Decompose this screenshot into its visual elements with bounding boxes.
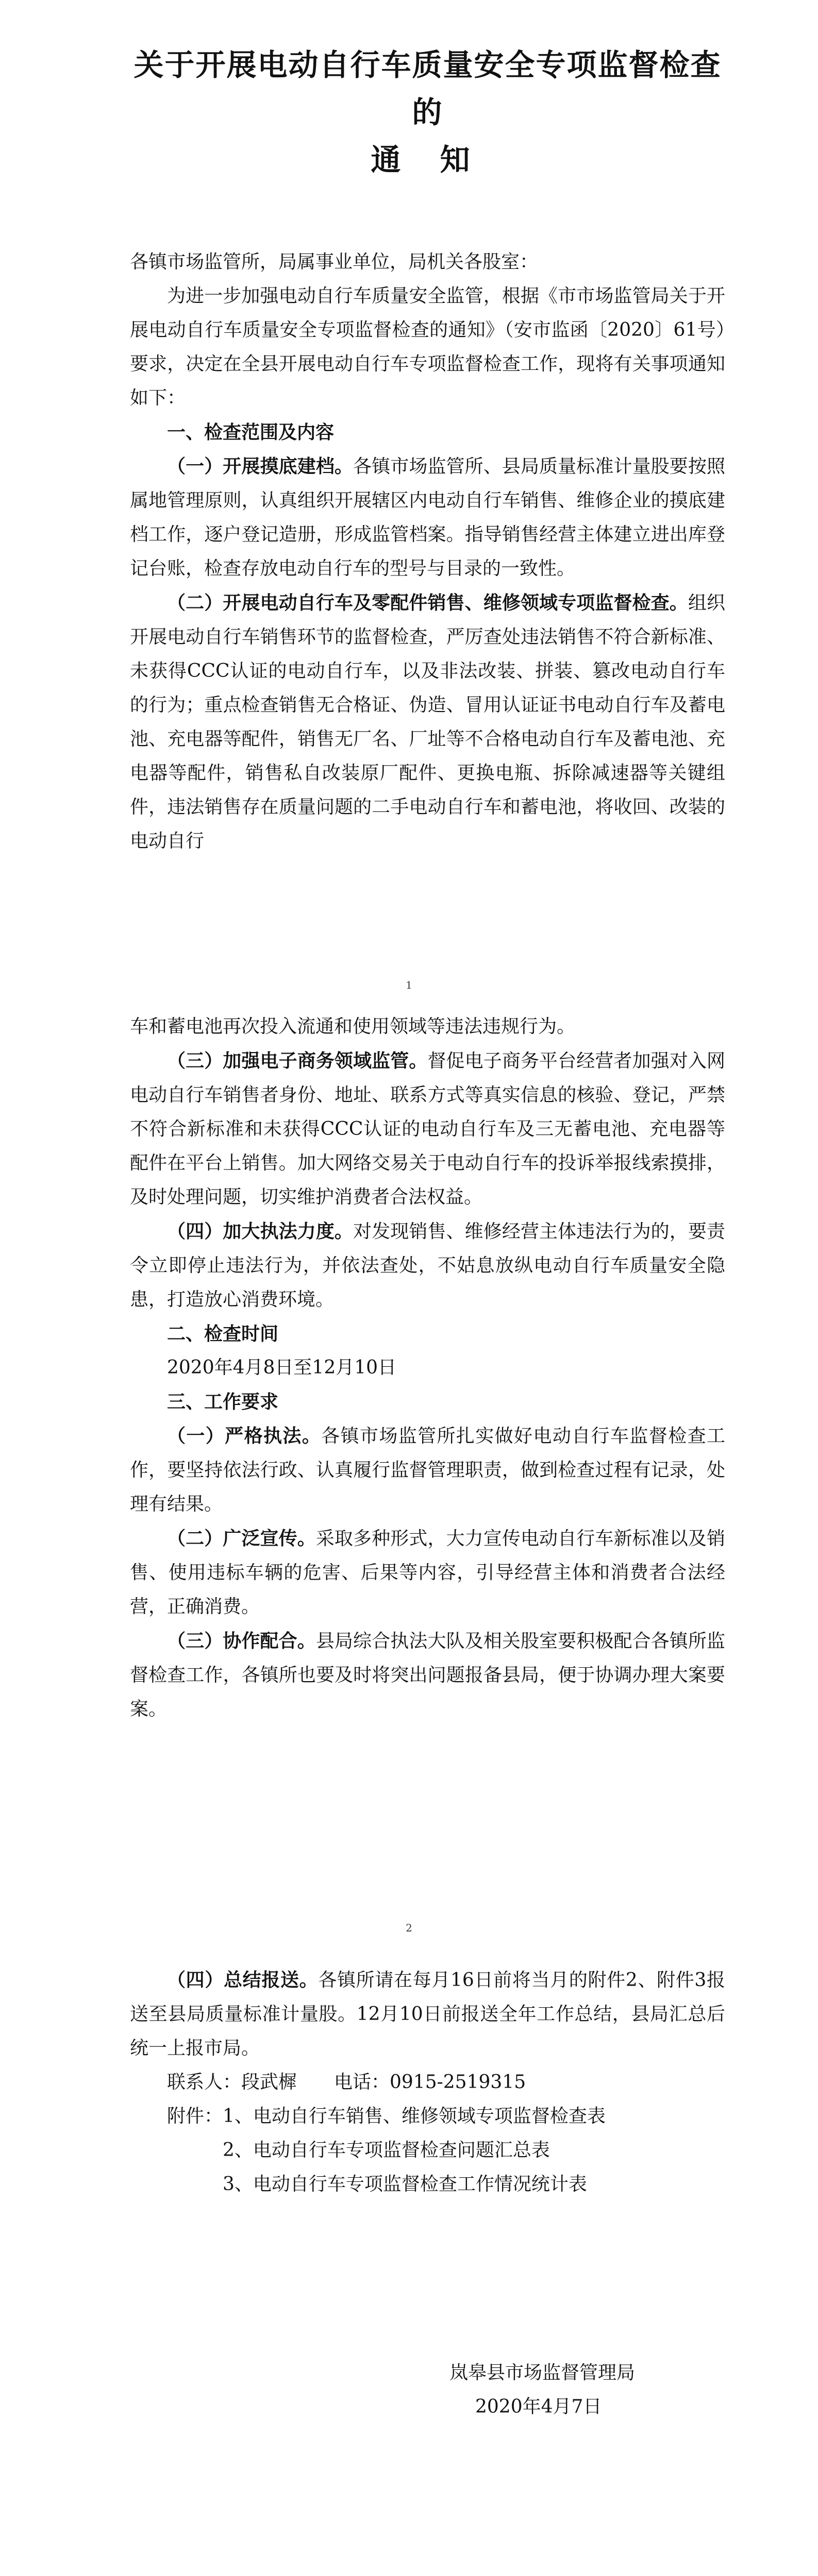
section-3-item-2-text: 采取多种形式，大力宣传电动自行车新标准以及销售、使用违标车辆的危害、后果等内容，引导经营主体和消费者合法经营，正确消费。 bbox=[130, 1528, 725, 1617]
section-3-item-3-text: 县局综合执法大队及相关股室要积极配合各镇所监督检查工作，各镇所也要及时将突出问题报备县局，便于协调办理大案要案。 bbox=[130, 1631, 725, 1720]
signature-date: 2020年4月7日 bbox=[475, 2396, 602, 2417]
signature-org: 岚皋县市场监督管理局 bbox=[449, 2362, 636, 2383]
intro-paragraph: 为进一步加强电动自行车质量安全监管，根据《市市场监管局关于开展电动自行车质量安全专项监督检查的通知》（安市监函〔2020〕61号）要求，决定在全县开展电动自行车专项监督检查工作，现将有关事项通知如下： bbox=[130, 285, 725, 409]
attachments-block bbox=[130, 2099, 725, 2201]
attachment-line-3 bbox=[167, 2167, 725, 2201]
attachment-item-2: 2、电动自行车专项监督检查问题汇总表 bbox=[223, 2140, 550, 2161]
attachment-line-1 bbox=[167, 2099, 725, 2133]
section-3-item-2 bbox=[130, 1521, 725, 1624]
title-line-2: 通 知 bbox=[371, 142, 485, 177]
section-1-item-3 bbox=[130, 1044, 725, 1214]
section-1-item-4-text: 对发现销售、维修经营主体违法行为的，要责令立即停止违法行为，并依法查处，不姑息放纵电动自行车质量安全隐患，打造放心消费环境。 bbox=[130, 1221, 725, 1310]
section-3-item-4 bbox=[130, 1963, 725, 2065]
section-2-heading: 二、检查时间 bbox=[167, 1323, 279, 1345]
section-1-heading: 一、检查范围及内容 bbox=[167, 421, 335, 443]
page-2 bbox=[0, 1010, 818, 1726]
attachments-label: 附件： bbox=[167, 2106, 223, 2127]
section-3-item-3-lead: （三）协作配合。 bbox=[167, 1630, 316, 1652]
section-1-item-3-lead: （三）加强电子商务领域监管。 bbox=[167, 1050, 428, 1072]
page-number-2: 2 bbox=[406, 1922, 412, 1934]
section-1-item-1 bbox=[130, 449, 725, 586]
title-line-1: 关于开展电动自行车质量安全专项监督检查的 bbox=[133, 47, 722, 130]
contact-line: 联系人：段武樨 电话：0915-2519315 bbox=[167, 2072, 526, 2093]
salutation: 各镇市场监管所，局属事业单位，局机关各股室： bbox=[130, 251, 539, 273]
page-3 bbox=[0, 1963, 818, 2424]
section-1-item-4 bbox=[130, 1214, 725, 1317]
section-3-item-1-lead: （一）严格执法。 bbox=[167, 1425, 322, 1447]
attachment-item-3: 3、电动自行车专项监督检查工作情况统计表 bbox=[223, 2174, 587, 2195]
section-1-item-2 bbox=[130, 586, 725, 858]
section-3-heading: 三、工作要求 bbox=[167, 1391, 279, 1413]
section-3-item-1-text: 各镇市场监管所扎实做好电动自行车监督检查工作，要坚持依法行政、认真履行监督管理职责，做到检查过程有记录，处理有结果。 bbox=[130, 1426, 725, 1515]
page-number-1: 1 bbox=[406, 979, 412, 991]
section-1-item-1-text: 各镇市场监管所、县局质量标准计量股要按照属地管理原则，认真组织开展辖区内电动自行车销售、维修企业的摸底建档工作，逐户登记造册，形成监管档案。指导销售经营主体建立进出库登记台账，检查存放电动自行车的型号与目录的一致性。 bbox=[130, 456, 725, 579]
section-3-item-4-lead: （四）总结报送。 bbox=[167, 1969, 319, 1991]
section-1-item-2-text: 组织开展电动自行车销售环节的监督检查，严厉查处违法销售不符合新标准、未获得CCC认证的电动自行车，以及非法改装、拼装、篡改电动自行车的行为；重点检查销售无合格证、伪造、冒用认证证书电动自行车及蓄电池、充电器等配件，销售无厂名、厂址等不合格电动自行车及蓄电池、充电器等配件，销售私自改装原厂配件、更换电瓶、拆除减速器等关键组件，违法销售存在质量问题的二手电动自行车和蓄电池，将收回、改装的电动自行 bbox=[130, 592, 725, 852]
section-3-item-4-text: 各镇所请在每月16日前将当月的附件2、附件3报送至县局质量标准计量股。12月10日前报送全年工作总结，县局汇总后统一上报市局。 bbox=[130, 1970, 725, 2059]
signature-block bbox=[130, 2356, 725, 2424]
section-3-item-2-lead: （二）广泛宣传。 bbox=[167, 1528, 316, 1549]
section-1-item-2-lead: （二）开展电动自行车及零配件销售、维修领域专项监督检查。 bbox=[167, 592, 688, 614]
section-3-item-3 bbox=[130, 1624, 725, 1726]
section-1-item-2-continued: 车和蓄电池再次投入流通和使用领域等违法违规行为。 bbox=[130, 1016, 576, 1037]
section-1-item-4-lead: （四）加大执法力度。 bbox=[167, 1221, 354, 1242]
attachment-item-1: 1、电动自行车销售、维修领域专项监督检查表 bbox=[223, 2106, 606, 2127]
document-title bbox=[130, 41, 725, 183]
attachment-line-2 bbox=[167, 2133, 725, 2167]
inspection-period: 2020年4月8日至12月10日 bbox=[167, 1357, 397, 1378]
page-1 bbox=[0, 41, 818, 858]
section-1-item-3-text: 督促电子商务平台经营者加强对入网电动自行车销售者身份、地址、联系方式等真实信息的核验、登记，严禁不符合新标准和未获得CCC认证的电动自行车及三无蓄电池、充电器等配件在平台上销售。加大网络交易关于电动自行车的投诉举报线索摸排，及时处理问题，切实维护消费者合法权益。 bbox=[130, 1050, 725, 1208]
section-1-item-1-lead: （一）开展摸底建档。 bbox=[167, 455, 354, 477]
section-3-item-1 bbox=[130, 1419, 725, 1521]
